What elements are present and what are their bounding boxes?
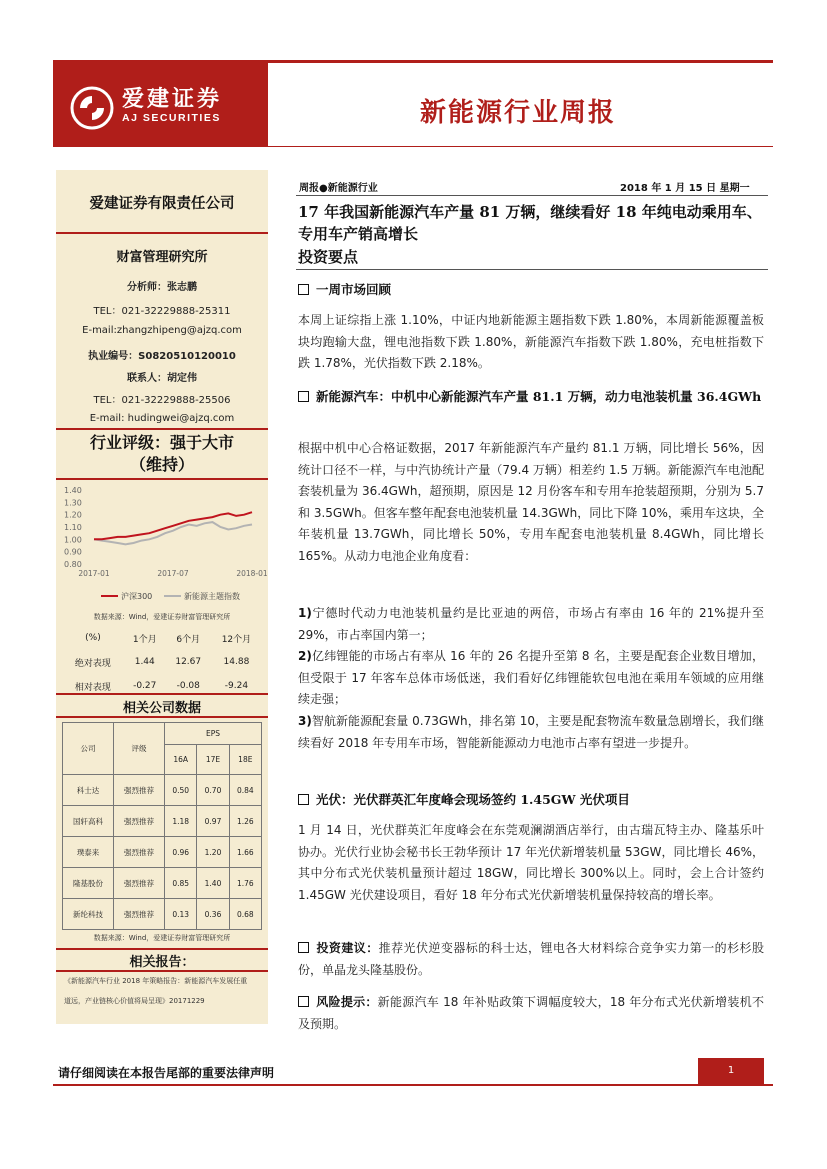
perf-cell: -0.08 xyxy=(176,681,200,691)
checkbox-square-icon xyxy=(298,284,309,295)
company-table xyxy=(62,722,262,930)
investment-advice: 投资建议：推荐光伏逆变器标的科士达，锂电各大材料综合竞争实力第一的杉杉股份，单晶龙头隆基股份。 xyxy=(298,941,764,977)
table-row xyxy=(63,775,262,806)
footer-rule xyxy=(53,1084,773,1086)
heading-nev: 新能源汽车：中机中心新能源汽车产量 81.1 万辆，动力电池装机量 36.4GWh xyxy=(298,386,768,407)
eps-cell: 0.13 xyxy=(165,899,197,930)
col-header: 公司 xyxy=(63,723,114,775)
perf-cell: -0.27 xyxy=(133,681,157,691)
table-row xyxy=(63,868,262,899)
industry-rating: 行业评级：强于大市 （维持） xyxy=(89,433,234,474)
section-divider xyxy=(296,269,768,270)
x-tick-label: 2018-01 xyxy=(236,569,268,578)
chart-source: 数据来源：Wind，爱建证券财富管理研究所 xyxy=(93,613,231,621)
sidebar-divider xyxy=(56,716,268,718)
col-header: 评级 xyxy=(114,723,165,775)
col-header: 18E xyxy=(229,745,261,775)
checkbox-square-icon xyxy=(298,996,309,1007)
checkbox-square-icon xyxy=(298,794,309,805)
logo-name-cn: 爱建证券 xyxy=(122,86,223,112)
y-tick-label: 1.30 xyxy=(64,498,82,508)
related-reports-title: 相关报告： xyxy=(129,955,195,970)
perf-cell: 12.67 xyxy=(175,657,202,667)
perf-header: 1个月 xyxy=(132,634,157,645)
perf-cell: -9.24 xyxy=(224,681,249,691)
section-title: 投资要点 xyxy=(298,248,359,266)
header-bottom-rule xyxy=(268,146,773,147)
y-tick-label: 0.80 xyxy=(64,560,82,569)
y-tick-label: 1.00 xyxy=(64,535,82,545)
col-header: EPS xyxy=(165,723,262,745)
performance-chart xyxy=(56,482,268,607)
eps-cell: 0.70 xyxy=(197,775,229,806)
logo-mark-icon xyxy=(70,86,114,130)
perf-row-label: 相对表现 xyxy=(74,682,111,693)
rating-cell: 强烈推荐 xyxy=(114,775,165,806)
perf-cell: 14.88 xyxy=(223,657,250,667)
contact-line: 联系人：胡定伟 xyxy=(127,373,197,384)
heading-pv: 光伏：光伏群英汇年度峰会现场签约 1.45GW 光伏项目 xyxy=(298,789,768,810)
page-number: 1 xyxy=(698,1058,764,1084)
contact-email[interactable]: E-mail: hudingwei@ajzq.com xyxy=(89,413,235,424)
perf-row-label: 绝对表现 xyxy=(74,658,111,669)
paragraph: 本周上证综指上涨 1.10%，中证内地新能源主题指数下跌 1.80%，本周新能源覆盖板块均跑输大盘，锂电池指数下跌 1.80%，新能源汽车指数下跌 1.80%，充电桩指数下跌 1.78%，光伏指数下跌 2.18%。 xyxy=(298,313,764,370)
perf-header: (%) xyxy=(85,633,101,643)
y-tick-label: 0.90 xyxy=(64,547,82,557)
x-tick-label: 2017-01 xyxy=(78,569,110,578)
eps-cell: 0.85 xyxy=(165,868,197,899)
legend-label-new-energy: 新能源主题指数 xyxy=(184,592,240,601)
related-report-line[interactable]: 道远，产业链核心价值将局呈现》20171229 xyxy=(64,997,205,1005)
logo-name-en: AJ SECURITIES xyxy=(122,112,221,124)
x-tick-label: 2017-07 xyxy=(157,569,189,578)
series-line-csi300 xyxy=(94,512,252,539)
perf-header: 12个月 xyxy=(221,634,252,645)
eps-cell: 0.50 xyxy=(165,775,197,806)
heading-market-review: 一周市场回顾 xyxy=(298,279,768,300)
analyst-email[interactable]: E-mail:zhangzhipeng@ajzq.com xyxy=(82,325,242,336)
paragraph-point-1: 1)宁德时代动力电池装机量约是比亚迪的两倍，市场占有率由 16 年的 21%提升至 29%，市占率国内第一； xyxy=(298,606,764,642)
eps-cell: 0.36 xyxy=(197,899,229,930)
sidebar-divider xyxy=(56,428,268,430)
sidebar-divider xyxy=(56,232,268,234)
analyst-tel: TEL：021-32229888-25311 xyxy=(93,306,231,317)
rating-cell: 强烈推荐 xyxy=(114,806,165,837)
related-report-line[interactable]: 《新能源汽车行业 2018 年策略报告：新能源汽车发展任重 xyxy=(64,977,248,985)
paragraph: 根据中机中心合格证数据，2017 年新能源汽车产量约 81.1 万辆，同比增长 56%，因统计口径不一样，与中汽协统计产量（79.4 万辆）相差约 1.5 万辆。新能源汽车电池配套装机量为 36.4GWh，超预期，原因是 12 月份客车和专用车抢装超预期，分别为 5.7 和 3.5GWh。但客车整年配套电池装机量 14.3GWh，同比下降 10%，乘用车这块，全年装机量 13.7GWh，同比增长 50%，专用车配套电池装机量 8.4GWh，同比增长 165%。从动力电池企业角度看： xyxy=(298,441,764,563)
sidebar-divider xyxy=(56,970,268,972)
sidebar-divider xyxy=(56,693,268,695)
sidebar-divider xyxy=(56,478,268,480)
perf-cell: 1.44 xyxy=(134,657,155,667)
rating-cell: 强烈推荐 xyxy=(114,837,165,868)
eps-cell: 1.18 xyxy=(165,806,197,837)
checkbox-square-icon xyxy=(298,391,309,402)
performance-table xyxy=(62,626,262,698)
col-header: 16A xyxy=(165,745,197,775)
report-title: 新能源行业周报 xyxy=(420,98,617,128)
y-tick-label: 1.20 xyxy=(64,510,82,520)
sidebar-divider xyxy=(56,948,268,950)
table-row xyxy=(62,650,262,674)
sidebar xyxy=(56,170,268,1024)
company-cell: 璞泰来 xyxy=(63,837,114,868)
paragraph-point-3: 3)智航新能源配套量 0.73GWh，排名第 10，主要是配套物流车数量急剧增长，我们继续看好 2018 年专用车市场，智能新能源动力电池市占率有望进一步提升。 xyxy=(298,714,764,750)
sidebar-institute: 财富管理研究所 xyxy=(116,250,208,265)
main-title: 17 年我国新能源汽车产量 81 万辆，继续看好 18 年纯电动乘用车、专用车产销高增长 xyxy=(298,203,762,243)
y-tick-label: 1.40 xyxy=(64,486,82,495)
y-tick-label: 1.10 xyxy=(64,523,82,532)
legend-label-csi300: 沪深300 xyxy=(121,592,153,601)
company-cell: 新纶科技 xyxy=(63,899,114,930)
eps-cell: 1.26 xyxy=(229,806,261,837)
table-row xyxy=(63,899,262,930)
rating-cell: 强烈推荐 xyxy=(114,868,165,899)
paragraph-point-2: 2)亿纬锂能的市场占有率从 16 年的 26 名提升至第 8 名，主要是配套企业数目增加，但受限于 17 年客车总体市场低迷，我们看好亿纬锂能软包电池在乘用车领域的应用继续走强； xyxy=(298,649,764,706)
col-header: 17E xyxy=(197,745,229,775)
eps-cell: 1.20 xyxy=(197,837,229,868)
risk-warning: 风险提示：新能源汽车 18 年补贴政策下调幅度较大，18 年分布式光伏新增装机不及预期。 xyxy=(298,995,764,1031)
table-source: 数据来源：Wind，爱建证券财富管理研究所 xyxy=(93,934,231,942)
paragraph: 1 月 14 日，光伏群英汇年度峰会在东莞观澜湖酒店举行，由古瑞瓦特主办、隆基乐叶协办。光伏行业协会秘书长王勃华预计 17 年光伏新增装机量 53GW，同比增长 46%，其中分布式光伏装机量预计超过 18GW，同比增长 300%以上。同时，会上合计签约 1.45GW 光伏建设项目，看好 18 年分布式光伏新增装机量保持较高的增长率。 xyxy=(298,823,764,902)
license-line: 执业编号：S0820510120010 xyxy=(88,351,236,362)
rating-cell: 强烈推荐 xyxy=(114,899,165,930)
perf-header: 6个月 xyxy=(176,634,201,645)
eps-cell: 0.96 xyxy=(165,837,197,868)
company-cell: 国轩高科 xyxy=(63,806,114,837)
contact-tel: TEL：021-32229888-25506 xyxy=(93,395,231,406)
eps-cell: 0.68 xyxy=(229,899,261,930)
eps-cell: 0.97 xyxy=(197,806,229,837)
report-category: 周报●新能源行业 xyxy=(299,183,378,194)
eps-cell: 1.66 xyxy=(229,837,261,868)
eps-cell: 1.40 xyxy=(197,868,229,899)
legal-notice[interactable]: 请仔细阅读在本报告尾部的重要法律声明 xyxy=(58,1066,275,1080)
checkbox-square-icon xyxy=(298,942,309,953)
eps-cell: 0.84 xyxy=(229,775,261,806)
table-row xyxy=(63,806,262,837)
company-cell: 科士达 xyxy=(63,775,114,806)
eps-cell: 1.76 xyxy=(229,868,261,899)
related-data-title: 相关公司数据 xyxy=(122,701,201,716)
meta-divider xyxy=(296,195,768,196)
sidebar-company: 爱建证券有限责任公司 xyxy=(89,195,235,212)
table-row xyxy=(63,837,262,868)
company-cell: 隆基股份 xyxy=(63,868,114,899)
analyst-line: 分析师：张志鹏 xyxy=(127,282,197,293)
report-date: 2018 年 1 月 15 日 星期一 xyxy=(620,183,750,194)
